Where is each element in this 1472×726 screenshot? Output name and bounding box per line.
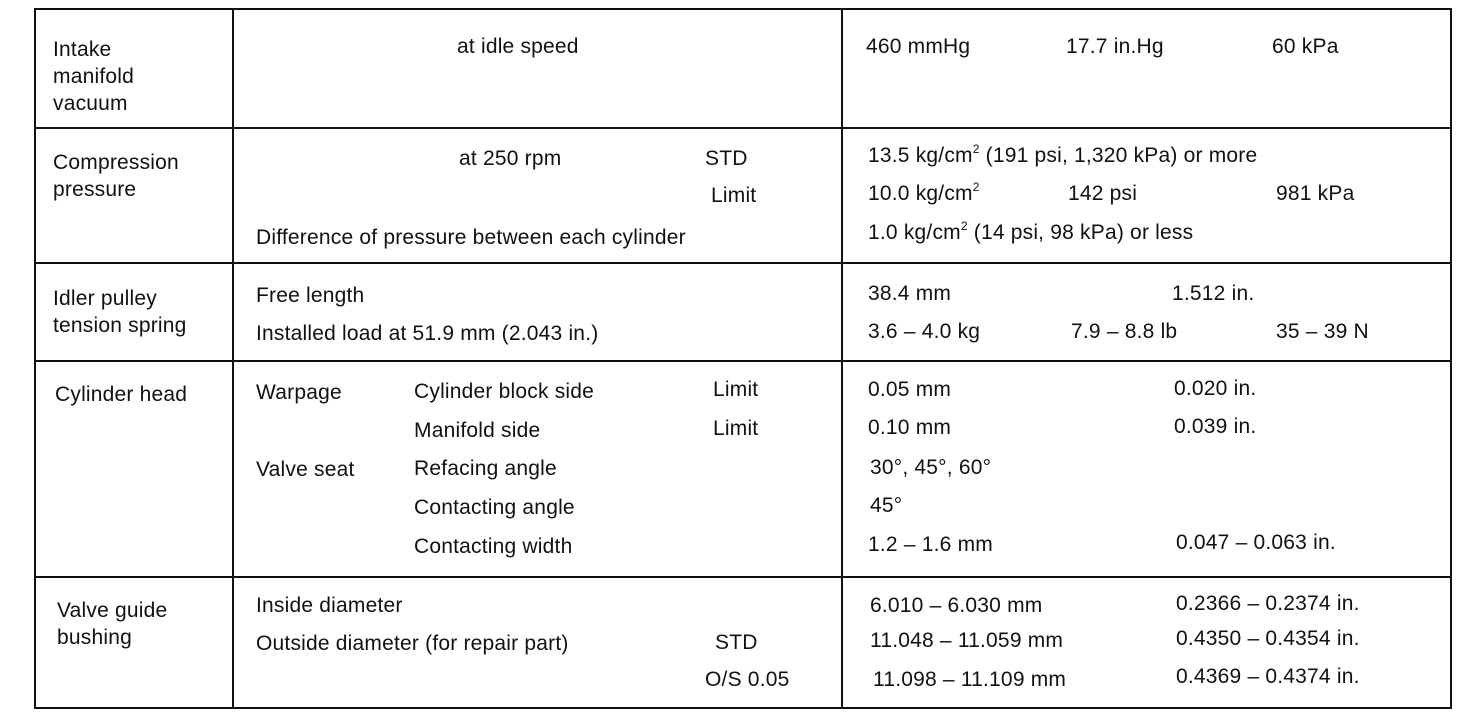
idler-installed-load-lb: 7.9 – 8.8 lb bbox=[1071, 320, 1178, 343]
compression-std-value-rest: (191 psi, 1,320 kPa) or more bbox=[979, 144, 1258, 167]
cylhead-block-side-in: 0.020 in. bbox=[1174, 377, 1257, 400]
intake-condition: at idle speed bbox=[457, 35, 579, 58]
cylhead-contacting-angle-label: Contacting angle bbox=[414, 496, 575, 519]
idler-installed-load-kg: 3.6 – 4.0 kg bbox=[868, 320, 981, 343]
guide-std-label: STD bbox=[715, 631, 758, 654]
compression-limit-value-main: 10.0 kg/cm bbox=[868, 182, 973, 205]
cylhead-block-side-mm: 0.05 mm bbox=[868, 378, 952, 401]
row-divider-2 bbox=[34, 262, 1452, 264]
cylhead-valve-seat-label: Valve seat bbox=[256, 458, 355, 481]
cylhead-refacing-angle-value: 30°, 45°, 60° bbox=[870, 456, 992, 479]
row-divider-1 bbox=[34, 127, 1452, 129]
cylhead-contacting-width-mm: 1.2 – 1.6 mm bbox=[868, 533, 993, 556]
compression-std-value-main: 13.5 kg/cm bbox=[868, 144, 973, 167]
compression-difference-value-main: 1.0 kg/cm bbox=[868, 221, 961, 244]
guide-std-mm: 11.048 – 11.059 mm bbox=[870, 629, 1064, 652]
cylhead-manifold-side-in: 0.039 in. bbox=[1174, 415, 1257, 438]
intake-value-inhg: 17.7 in.Hg bbox=[1066, 35, 1164, 58]
intake-value-kpa: 60 kPa bbox=[1272, 35, 1339, 58]
compression-limit-value-kgcm bbox=[868, 181, 980, 207]
compression-difference-value-rest: (14 psi, 98 kPa) or less bbox=[967, 221, 1194, 244]
cylhead-block-side-label: Cylinder block side bbox=[414, 380, 595, 403]
row-divider-4 bbox=[34, 576, 1452, 578]
guide-os-label: O/S 0.05 bbox=[705, 668, 790, 691]
compression-std-value-exponent: 2 bbox=[972, 142, 980, 156]
cylhead-manifold-side-mm: 0.10 mm bbox=[868, 416, 952, 439]
cylhead-limit-label-1: Limit bbox=[713, 378, 759, 401]
guide-inside-mm: 6.010 – 6.030 mm bbox=[870, 594, 1043, 617]
compression-difference-value bbox=[868, 220, 1193, 246]
compression-difference-value-exponent: 2 bbox=[960, 219, 968, 233]
cylhead-contacting-angle-value: 45° bbox=[870, 494, 903, 517]
row-label-compression: Compression pressure bbox=[53, 151, 179, 201]
compression-limit-value-psi: 142 psi bbox=[1068, 182, 1138, 205]
row-label-cylinder-head: Cylinder head bbox=[55, 383, 188, 406]
guide-os-mm: 11.098 – 11.109 mm bbox=[873, 668, 1067, 691]
guide-inside-diameter-label: Inside diameter bbox=[256, 594, 403, 617]
idler-free-length-label: Free length bbox=[256, 284, 365, 307]
compression-limit-value-kpa: 981 kPa bbox=[1276, 182, 1355, 205]
row-divider-3 bbox=[34, 360, 1452, 362]
cylhead-limit-label-2: Limit bbox=[713, 417, 759, 440]
intake-value-mmhg: 460 mmHg bbox=[866, 35, 971, 58]
compression-condition: at 250 rpm bbox=[459, 147, 562, 170]
row-label-idler: Idler pulley tension spring bbox=[53, 287, 187, 337]
compression-limit-label: Limit bbox=[711, 184, 757, 207]
compression-std-value bbox=[868, 143, 1257, 169]
cylhead-refacing-angle-label: Refacing angle bbox=[414, 457, 557, 480]
guide-inside-in: 0.2366 – 0.2374 in. bbox=[1176, 592, 1360, 615]
cylhead-warpage-label: Warpage bbox=[256, 381, 342, 404]
compression-difference-label: Difference of pressure between each cylinder bbox=[256, 226, 686, 249]
idler-installed-load-n: 35 – 39 N bbox=[1276, 320, 1369, 343]
guide-std-in: 0.4350 – 0.4354 in. bbox=[1176, 627, 1360, 650]
column-divider-2 bbox=[841, 8, 843, 709]
guide-os-in: 0.4369 – 0.4374 in. bbox=[1176, 665, 1360, 688]
idler-free-length-mm: 38.4 mm bbox=[868, 282, 952, 305]
row-label-intake: Intake manifold vacuum bbox=[53, 38, 134, 115]
idler-installed-load-label: Installed load at 51.9 mm (2.043 in.) bbox=[256, 322, 599, 345]
idler-free-length-in: 1.512 in. bbox=[1172, 282, 1255, 305]
cylhead-manifold-side-label: Manifold side bbox=[414, 419, 541, 442]
cylhead-contacting-width-in: 0.047 – 0.063 in. bbox=[1176, 531, 1336, 554]
cylhead-contacting-width-label: Contacting width bbox=[414, 535, 573, 558]
row-label-valve-guide: Valve guide bushing bbox=[57, 599, 168, 649]
compression-limit-value-exponent: 2 bbox=[972, 180, 980, 194]
column-divider-1 bbox=[232, 8, 234, 709]
guide-outside-diameter-label: Outside diameter (for repair part) bbox=[256, 632, 569, 655]
compression-std-label: STD bbox=[705, 147, 748, 170]
